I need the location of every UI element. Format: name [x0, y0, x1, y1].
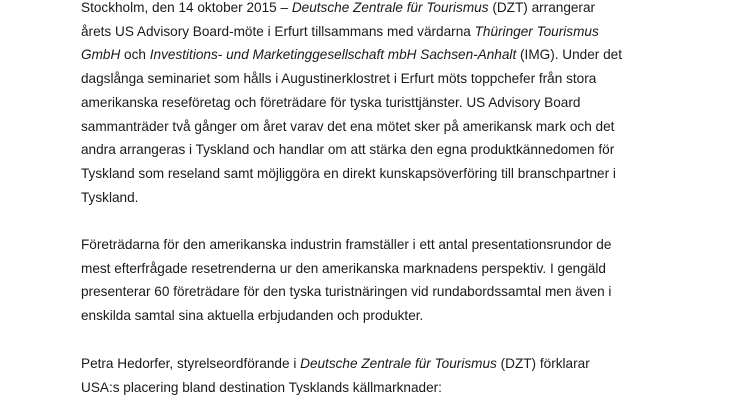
text-line [81, 162, 681, 186]
text-run: (IMG). Under det [516, 47, 622, 63]
text-run: (DZT) förklarar [496, 356, 590, 371]
text-run: enskilda samtal sina aktuella erbjudanden och produkter. [81, 308, 424, 324]
text-run: mest efterfrågade resetrenderna ur den amerikanska marknadens perspektiv. I gengäld [81, 260, 606, 276]
text-run: USA:s placering bland destination Tysklands källmarknader: [81, 379, 442, 395]
text-run: (DZT) arrangerar [488, 0, 596, 15]
text-line [81, 115, 681, 139]
text-line [81, 20, 681, 44]
text-line [81, 280, 681, 304]
text-run: årets US Advisory Board-möte i Erfurt tillsammans med värdarna [81, 23, 475, 39]
text-line [81, 376, 681, 400]
text-line [81, 43, 681, 67]
text-run: Tyskland som reseland samt möjliggöra en direkt kunskapsöverföring till branschpartner i [81, 165, 616, 181]
italic-text-run: Deutsche Zentrale für Tourismus [300, 356, 497, 371]
text-line [81, 138, 681, 162]
text-line [81, 304, 681, 328]
text-run: och [120, 47, 150, 63]
text-line [81, 233, 681, 257]
text-run: Stockholm, den 14 oktober 2015 – [81, 0, 292, 15]
text-run: sammanträder två gånger om året varav det ena mötet sker på amerikansk mark och det [81, 118, 615, 134]
paragraph-presentation-rounds [81, 233, 681, 328]
italic-text-run: Investitions- und Marketinggesellschaft mbH Sachsen-Anhalt [149, 47, 517, 63]
text-run: andra arrangeras i Tyskland och handlar om att stärka den egna produktkännedomen för [81, 142, 615, 158]
text-line [81, 67, 681, 91]
text-line [81, 186, 681, 210]
text-line [81, 91, 681, 115]
text-line [81, 257, 681, 281]
paragraph-meeting-announcement [81, 0, 681, 209]
italic-text-run: Deutsche Zentrale für Tourismus [291, 0, 489, 15]
italic-text-run: GmbH [81, 47, 121, 63]
text-run: Företrädarna för den amerikanska industrin framställer i ett antal presentationsrundor de [81, 237, 612, 252]
italic-text-run: Thüringer Tourismus [474, 23, 599, 39]
text-run: Tyskland. [81, 189, 139, 205]
text-line [81, 352, 681, 376]
text-run: Petra Hedorfer, styrelseordförande i [81, 356, 301, 371]
text-run: presenterar 60 företrädare för den tyska turistnäringen vid rundabordssamtal men även i [81, 284, 612, 300]
paragraph-petra-hedorfer-quote-intro [81, 352, 681, 399]
text-run: amerikanska reseföretag och företrädare för tyska turisttjänster. US Advisory Board [81, 94, 581, 110]
text-line [81, 0, 681, 20]
text-run: dagslånga seminariet som hålls i Augustinerklostret i Erfurt möts toppchefer från stora [81, 71, 597, 87]
